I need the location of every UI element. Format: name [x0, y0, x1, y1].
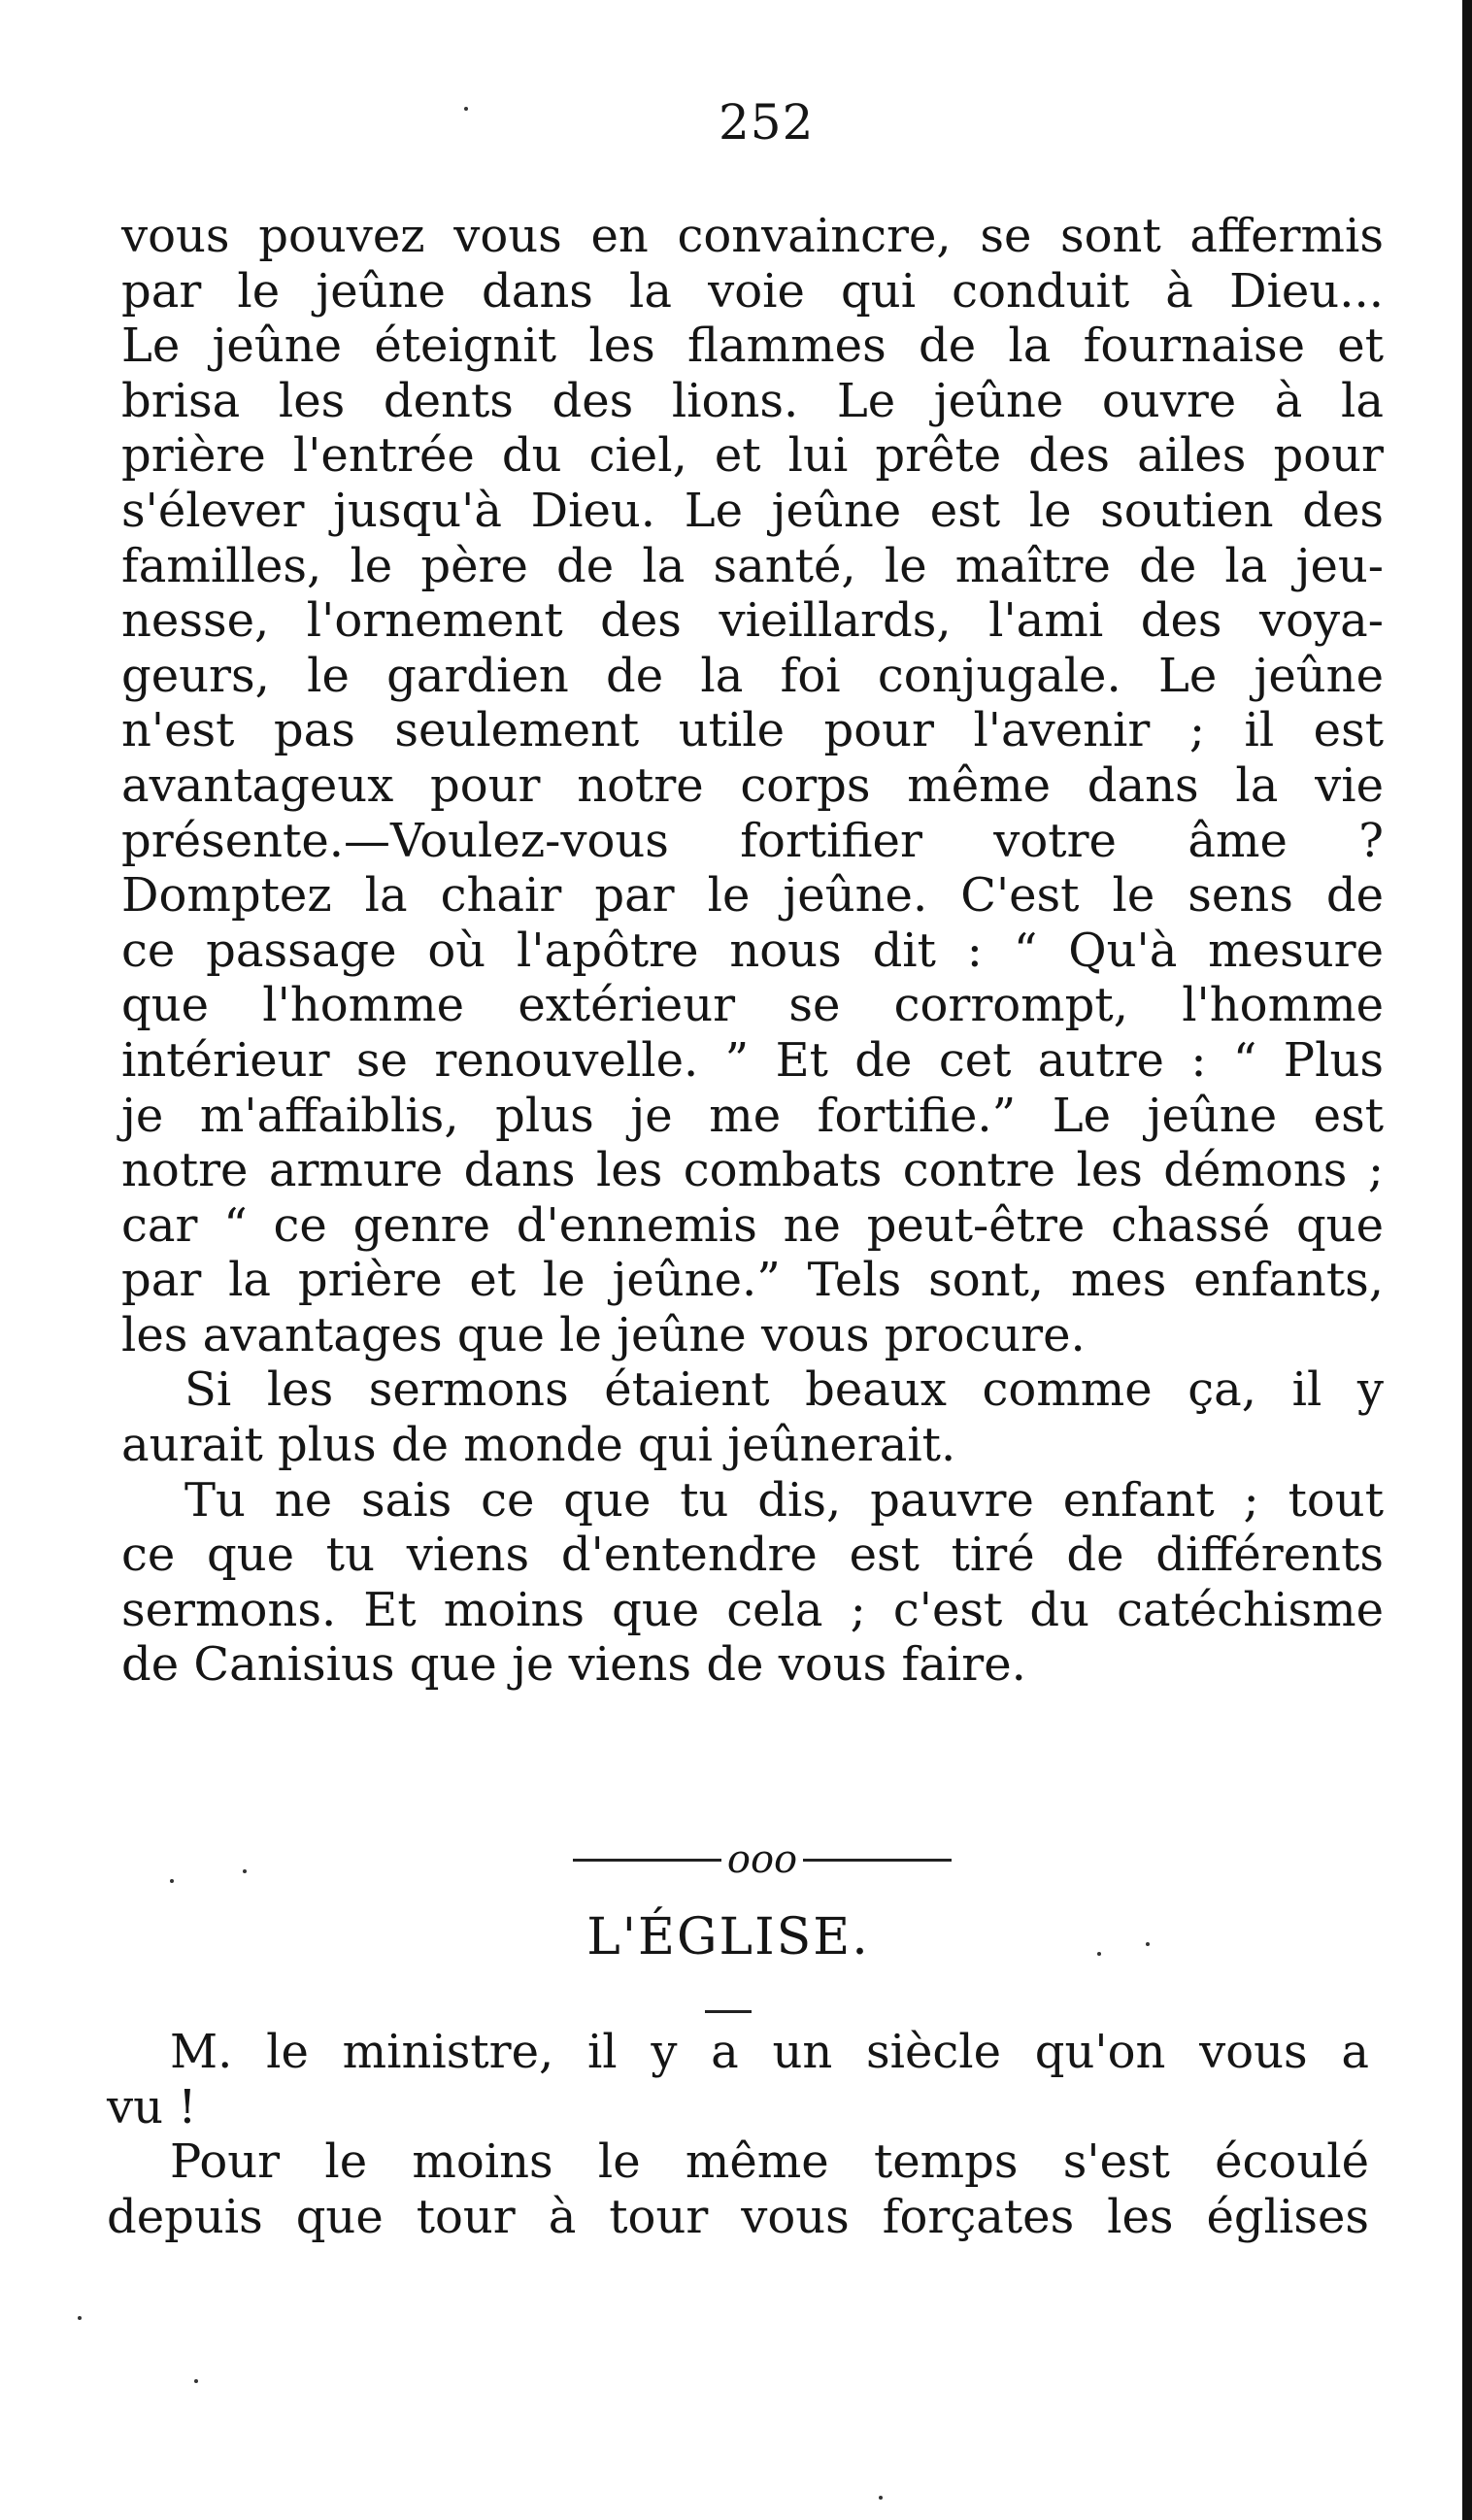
text-line: ce passage où l'apôtre nous dit : “ Qu'à mesure: [121, 923, 1384, 978]
text-line: que l'homme extérieur se corrompt, l'homme: [121, 978, 1384, 1033]
text-line: Tu ne sais ce que tu dis, pauvre enfant ; tout: [184, 1472, 1384, 1528]
title-underline: [705, 2010, 752, 2013]
text-line: par la prière et le jeûne.” Tels sont, mes enfants,: [121, 1253, 1384, 1308]
text-line: n'est pas seulement utile pour l'avenir ; il est: [121, 703, 1384, 758]
text-line: vu !: [107, 2079, 197, 2134]
text-line: prière l'entrée du ciel, et lui prête des ailes pour: [121, 428, 1384, 484]
text-line: présente.—Voulez-vous fortifier votre âme ?: [121, 813, 1384, 868]
body-text: [121, 209, 1384, 1693]
text-line: de Canisius que je viens de vous faire.: [121, 1637, 1026, 1693]
text-line: les avantages que le jeûne vous procure.: [121, 1307, 1086, 1362]
scan-speck: [1097, 1952, 1101, 1956]
text-line: intérieur se renouvelle. ” Et de cet autre : “ Plus: [121, 1032, 1384, 1088]
text-line: par le jeûne dans la voie qui conduit à Dieu...: [121, 263, 1384, 319]
scan-edge: [1462, 0, 1472, 2520]
section-divider: [573, 1831, 952, 1889]
text-line: brisa les dents des lions. Le jeûne ouvre à la: [121, 373, 1384, 428]
text-line: M. le ministre, il y a un siècle qu'on vous a: [170, 2025, 1369, 2079]
divider-mark: ooo: [726, 1837, 798, 1882]
text-line: Pour le moins le même temps s'est écoulé: [170, 2134, 1369, 2190]
scan-speck: [78, 2316, 82, 2320]
text-line: Si les sermons étaient beaux comme ça, il y: [184, 1362, 1384, 1418]
text-line: avantageux pour notre corps même dans la vie: [121, 757, 1384, 813]
scan-speck: [1146, 1942, 1150, 1946]
text-line: Domptez la chair par le jeûne. C'est le sens de: [121, 868, 1384, 924]
scan-speck: [464, 107, 468, 111]
text-line: aurait plus de monde qui jeûnerait.: [121, 1418, 956, 1473]
section-text: [107, 2025, 1369, 2244]
scan-speck: [170, 1879, 174, 1883]
text-line: notre armure dans les combats contre les démons ;: [121, 1143, 1384, 1198]
text-line: geurs, le gardien de la foi conjugale. Le jeûne: [121, 648, 1384, 703]
text-line: ce que tu viens d'entendre est tiré de différents: [121, 1528, 1384, 1583]
divider-rule-right: [803, 1859, 952, 1862]
scan-speck: [243, 1869, 247, 1873]
scan-speck: [194, 2379, 198, 2383]
text-line: depuis que tour à tour vous forçates les églises: [107, 2189, 1369, 2244]
text-line: s'élever jusqu'à Dieu. Le jeûne est le soutien des: [121, 483, 1384, 538]
divider-rule-left: [573, 1859, 721, 1862]
text-line: nesse, l'ornement des vieillards, l'ami des voya-: [121, 593, 1384, 649]
text-line: familles, le père de la santé, le maître de la jeu-: [121, 538, 1384, 593]
text-line: sermons. Et moins que cela ; c'est du catéchisme: [121, 1582, 1384, 1637]
text-line: Le jeûne éteignit les flammes de la fournaise et: [121, 319, 1384, 374]
scan-speck: [879, 2496, 883, 2500]
text-line: je m'affaiblis, plus je me fortifie.” Le jeûne est: [121, 1088, 1384, 1143]
text-line: vous pouvez vous en convaincre, se sont affermis: [121, 209, 1384, 263]
section-title: L'ÉGLISE.: [586, 1908, 870, 1966]
page-number: 252: [719, 94, 815, 151]
text-line: car “ ce genre d'ennemis ne peut-être chassé que: [121, 1197, 1384, 1253]
